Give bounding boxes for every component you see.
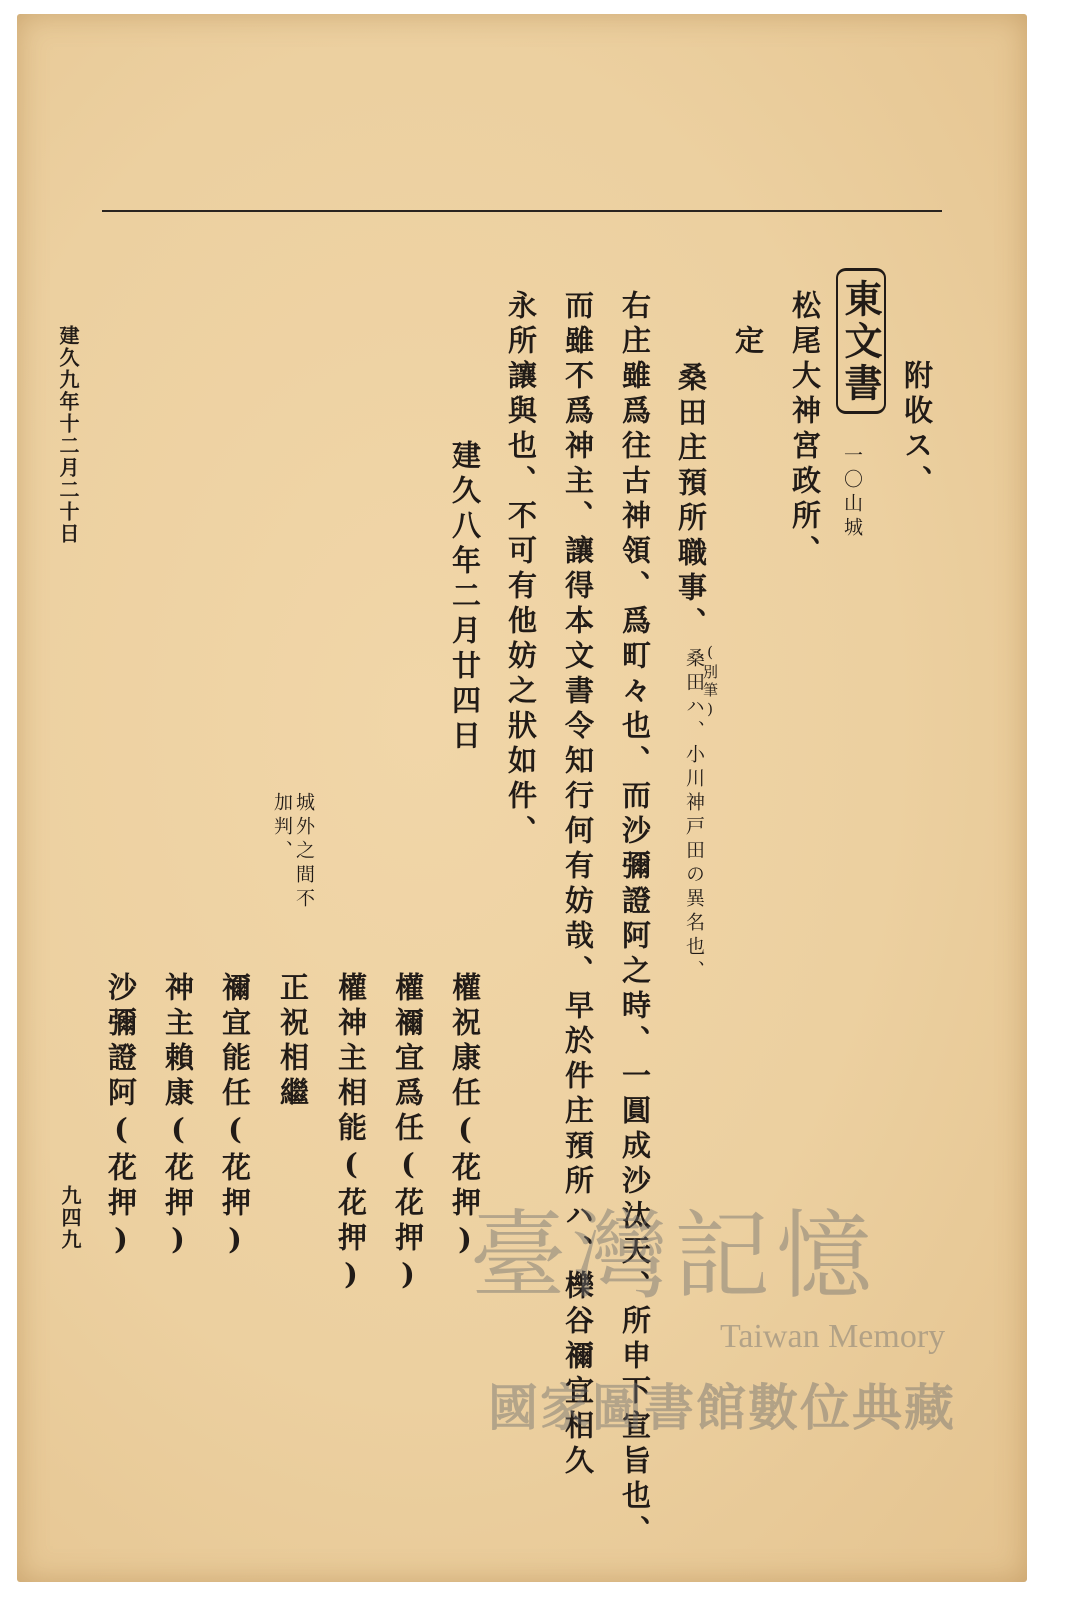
signatory-4: 正祝相繼 — [276, 972, 310, 1112]
signatory-6: 神主賴康(花押) — [161, 972, 195, 1262]
signatory-1: 權祝康任(花押) — [448, 972, 482, 1262]
watermark-library-name: 國家圖書館數位典藏 — [488, 1379, 956, 1437]
document-date: 建久八年二月廿四日 — [448, 440, 482, 755]
fuzhu-note: 附收ス、 — [900, 360, 934, 500]
annotation-label: (別筆) — [701, 643, 719, 721]
body-line-3: 而雖不爲神主、讓得本文書令知行何有妨哉、早於件庄預所ハ、櫟谷禰宜相久 — [561, 290, 595, 1480]
heading-note: 一〇山城 — [841, 445, 863, 541]
signatory-2: 權禰宜爲任(花押) — [391, 972, 425, 1297]
document-heading — [836, 268, 886, 414]
body-line-2: 右庄雖爲往古神領、爲町々也、而沙彌證阿之時、一圓成沙汰天、所申下宣旨也、 — [618, 290, 652, 1550]
side-note-1: 城外之間不 — [293, 792, 315, 912]
watermark-logo-english: Taiwan Memory — [720, 1318, 946, 1355]
body-line-4: 永所讓與也、不可有他妨之狀如件、 — [504, 290, 538, 850]
footer-date: 建久九年十二月二十日 — [56, 325, 80, 545]
signatory-7: 沙彌證阿(花押) — [104, 972, 138, 1262]
signatory-3: 權神主相能(花押) — [334, 972, 368, 1297]
side-note-2: 加判、 — [271, 792, 293, 864]
header-rule — [102, 210, 942, 212]
issuer-line: 松尾大神宮政所、 — [788, 290, 822, 570]
page-number: 九四九 — [58, 1185, 82, 1251]
signatory-5: 禰宜能任(花押) — [218, 972, 252, 1262]
watermark-logo-cjk: 臺灣記憶 — [470, 1200, 878, 1312]
annotation-text: 桑田ハ、小川神戸田の異名也、 — [683, 648, 705, 984]
heading-text: 東文書 — [838, 279, 883, 405]
body-line-1: 桑田庄預所職事、 — [674, 362, 708, 642]
ding-line: 定 — [731, 325, 765, 360]
